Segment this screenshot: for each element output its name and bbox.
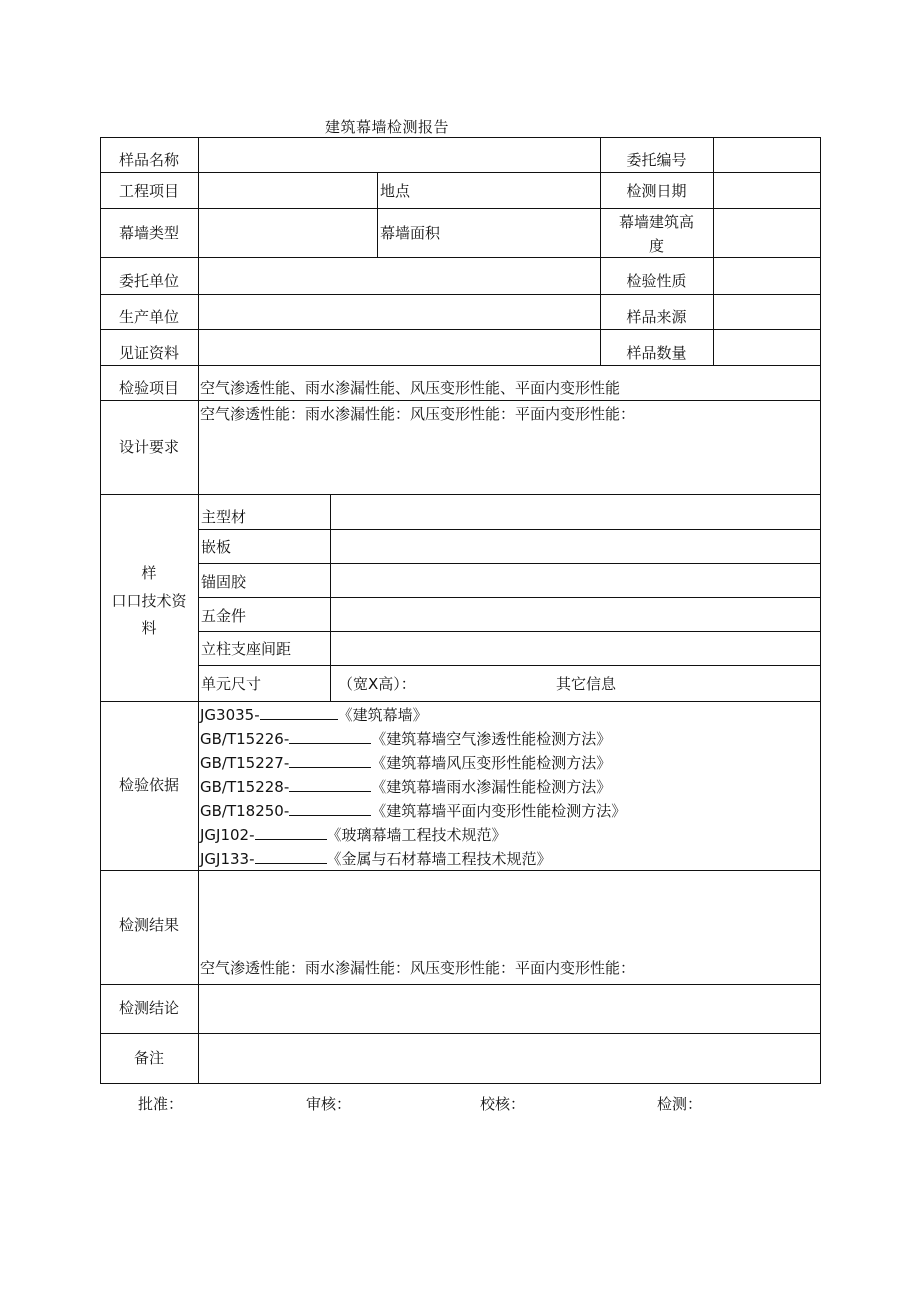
standard-code: GB/T15227- (200, 754, 290, 772)
year-blank (255, 825, 327, 840)
table-right-border (820, 137, 821, 1083)
table-bottom-border (100, 1083, 821, 1084)
label-tech-data: 样 (141, 564, 157, 582)
year-blank (289, 729, 371, 744)
tech-row-line (198, 529, 821, 530)
label-conclusion: 检测结论 (118, 999, 179, 1017)
standard-item (200, 775, 626, 799)
right-value-line (713, 137, 714, 365)
tech-sub-column-line (330, 494, 331, 701)
label-sample-source: 样品来源 (626, 308, 687, 326)
label-column-line (198, 137, 199, 1083)
label-test-basis: 检验依据 (118, 776, 179, 794)
signature-review: 审核： (306, 1095, 352, 1113)
standard-code: GB/T18250- (200, 802, 290, 820)
standard-code: JG3035- (200, 706, 260, 724)
label-manufacturer: 生产单位 (118, 308, 179, 326)
label-building-height-cont: 度 (648, 237, 664, 255)
tech-other-info: 其它信息 (556, 675, 617, 693)
tech-column-spacing: 立柱支座间距 (201, 640, 292, 658)
standard-name: 《建筑幕墙雨水渗漏性能检测方法》 (371, 778, 612, 796)
label-project: 工程项目 (118, 182, 179, 200)
design-req-value: 空气渗透性能：雨水渗漏性能：风压变形性能：平面内变形性能： (200, 405, 636, 423)
standards-list (200, 703, 626, 871)
standard-name: 《建筑幕墙平面内变形性能检测方法》 (371, 802, 627, 820)
tech-row-line (198, 597, 821, 598)
tech-width-height: （宽X高）： (338, 675, 416, 693)
standard-item (200, 727, 626, 751)
year-blank (289, 801, 371, 816)
label-tech-data-end: 料 (141, 619, 157, 637)
tech-row-line (198, 665, 821, 666)
tech-main-profile: 主型材 (201, 508, 247, 526)
report-title: 建筑幕墙检测报告 (325, 118, 450, 136)
row-line (100, 365, 821, 366)
signature-test: 检测： (657, 1095, 703, 1113)
label-design-req: 设计要求 (118, 438, 179, 456)
standard-item (200, 823, 626, 847)
row-line (100, 494, 821, 495)
label-test-date: 检测日期 (626, 182, 687, 200)
standard-code: JGJ133- (200, 850, 255, 868)
signature-approve: 批准： (138, 1095, 184, 1113)
year-blank (260, 705, 338, 720)
year-blank (289, 777, 371, 792)
middle-label-line (377, 172, 378, 257)
label-sample-qty: 样品数量 (626, 344, 687, 362)
label-location: 地点 (380, 182, 411, 200)
standard-name: 《建筑幕墙》 (337, 706, 428, 724)
label-remarks: 备注 (133, 1049, 164, 1067)
label-client: 委托单位 (118, 272, 179, 290)
year-blank (255, 849, 327, 864)
standard-name: 《玻璃幕墙工程技术规范》 (326, 826, 507, 844)
label-test-result: 检测结果 (118, 916, 179, 934)
tech-anchor-adhesive: 锚固胶 (201, 573, 247, 591)
standard-code: JGJ102- (200, 826, 255, 844)
year-blank (289, 753, 371, 768)
row-line (100, 400, 821, 401)
standard-item (200, 751, 626, 775)
standard-item (200, 703, 626, 727)
standard-name: 《建筑幕墙风压变形性能检测方法》 (371, 754, 612, 772)
label-wall-area: 幕墙面积 (380, 224, 441, 242)
label-test-nature: 检验性质 (626, 272, 687, 290)
standard-code: GB/T15228- (200, 778, 290, 796)
row-line (100, 701, 821, 702)
label-tech-data-cont: 口口技术资 (111, 592, 187, 610)
tech-row-line (198, 631, 821, 632)
label-sample-name: 样品名称 (118, 151, 179, 169)
label-test-items: 检验项目 (118, 379, 179, 397)
standard-item (200, 847, 626, 871)
tech-hardware: 五金件 (201, 607, 247, 625)
row-line (100, 1033, 821, 1034)
label-commission-no: 委托编号 (626, 151, 687, 169)
tech-unit-size: 单元尺寸 (201, 675, 262, 693)
tech-panel: 嵌板 (201, 538, 232, 556)
signature-check: 校核： (480, 1095, 526, 1113)
standard-name: 《金属与石材幕墙工程技术规范》 (326, 850, 552, 868)
test-result-value: 空气渗透性能：雨水渗漏性能：风压变形性能：平面内变形性能： (200, 959, 636, 977)
row-line (100, 984, 821, 985)
label-witness: 见证资料 (118, 344, 179, 362)
test-items-value: 空气渗透性能、雨水渗漏性能、风压变形性能、平面内变形性能 (200, 379, 621, 397)
standard-name: 《建筑幕墙空气渗透性能检测方法》 (371, 730, 612, 748)
standard-item (200, 799, 626, 823)
standard-code: GB/T15226- (200, 730, 290, 748)
label-wall-type: 幕墙类型 (118, 224, 179, 242)
tech-row-line (198, 563, 821, 564)
label-building-height: 幕墙建筑高 (618, 213, 694, 231)
